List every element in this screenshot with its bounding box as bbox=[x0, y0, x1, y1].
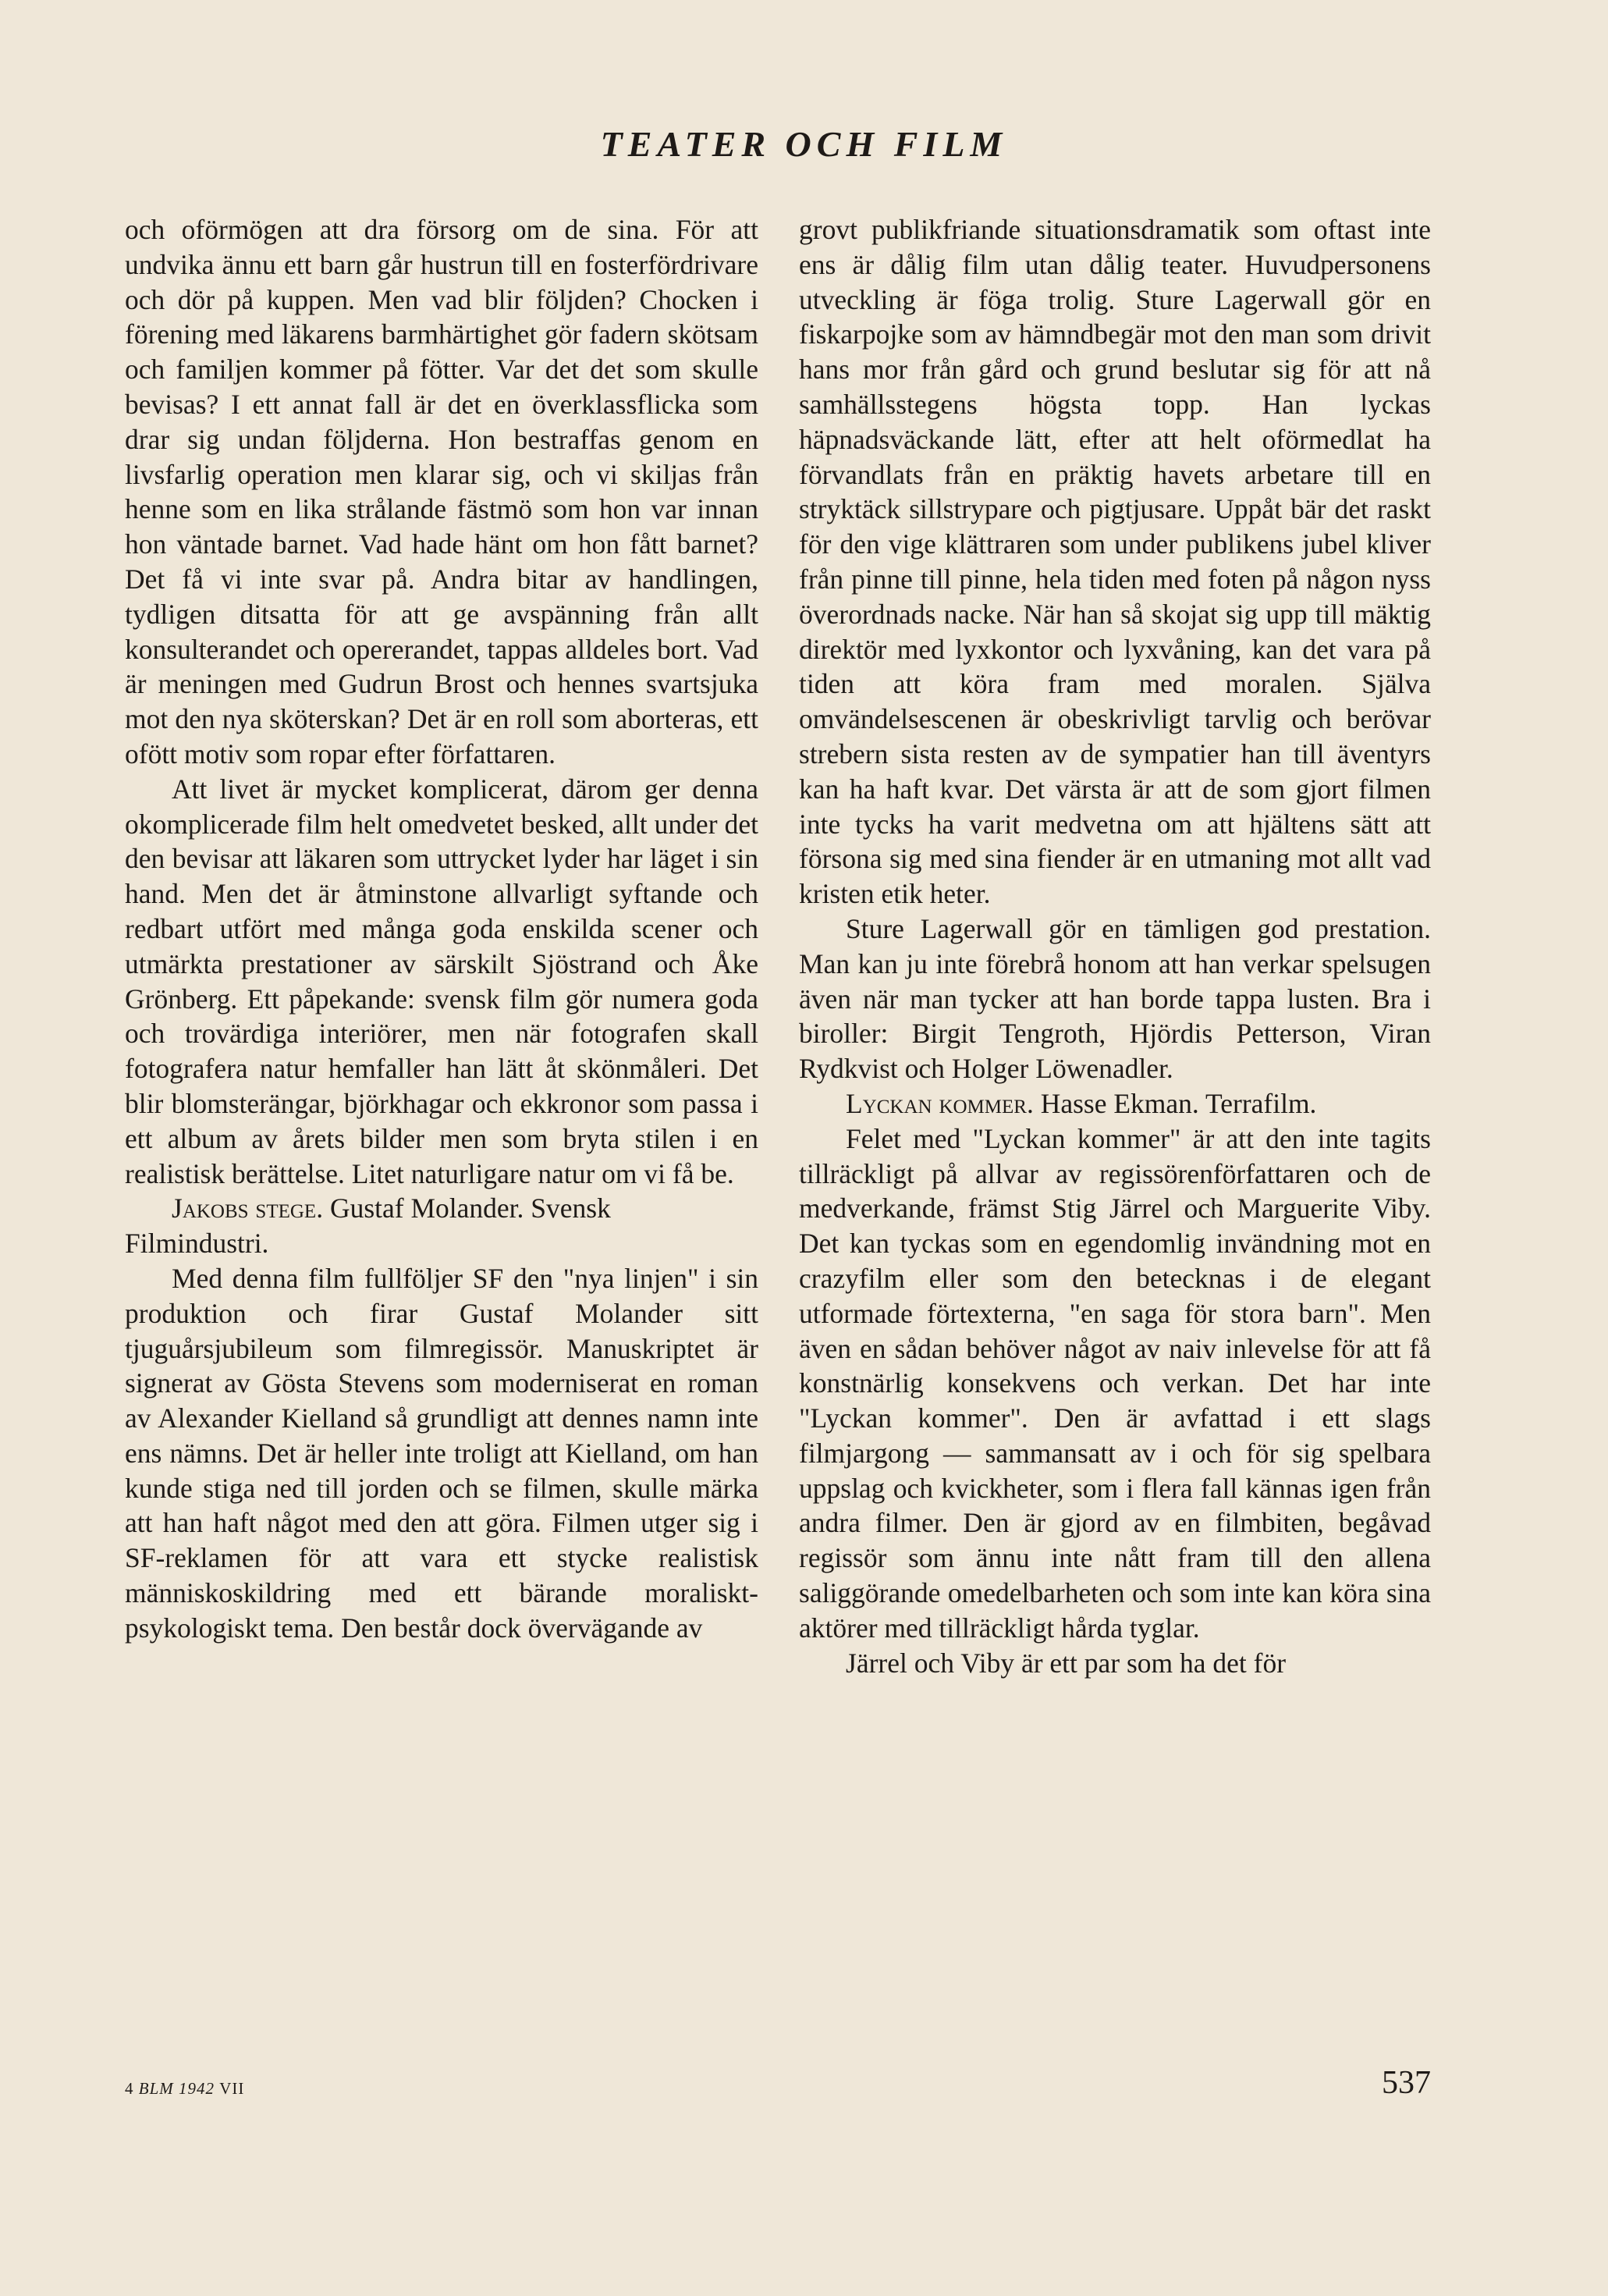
film-title: Lyckan kommer. bbox=[846, 1087, 1034, 1119]
paragraph: Sture Lagerwall gör en tämligen god prestation. Man kan ju inte förebrå honom att han verkar spelsugen även när man tycker att han borde tappa lusten. Bra i biroller: Birgit Tengroth, Hjördis Petterson, Viran Rydkvist och Holger Löwenadler. bbox=[799, 912, 1431, 1085]
page-number: 537 bbox=[1382, 2065, 1431, 2101]
film-credits: Gustaf Molander. Svensk Filmindustri. bbox=[125, 1192, 611, 1260]
left-column bbox=[125, 212, 758, 1646]
paragraph: Järrel och Viby är ett par som ha det för bbox=[846, 1647, 1287, 1679]
running-head: TEATER OCH FILM bbox=[600, 124, 1008, 164]
film-title: Jakobs stege. bbox=[172, 1192, 324, 1224]
paragraph: Felet med "Lyckan kommer" är att den inte tagits tillräckligt på allvar av regissörenförfattaren och de medverkande, främst Stig Järrel och Marguerite Viby. Det kan tyckas som en egendomlig invändning mot en crazyfilm eller som den betecknas i de elegant utformade förtexterna, "en saga för stora barn". Men även en sådan behöver något av naiv inlevelse för att få konstnärlig konsekvens och verkan. Det har inte "Lyckan kommer". Den är avfattad i ett slags filmjargong — sammansatt av i och för sig spelbara uppslag och kvickheter, som i flera fall kännas igen från andra filmer. Den är gjord av en filmbiten, begåvad regissör som ännu inte nått fram till den allena saliggörande omedelbarheten och som inte kan köra sina aktörer med tillräckligt hårda tyglar. bbox=[799, 1122, 1431, 1644]
printer-signature bbox=[125, 2079, 244, 2099]
paragraph: Att livet är mycket komplicerat, därom ger denna okomplicerade film helt omedvetet besked, allt under det den bevisar att läkaren som uttrycket lyder har läget i sin hand. Men det är åtminstone allvarligt syftande och redbart utfört med många goda enskilda scener och utmärkta prestationer av särskilt Sjöstrand och Åke Grönberg. Ett påpekande: svensk film gör numera goda och trovärdiga interiörer, men när fotografen skall fotografera natur hemfaller han lätt åt skönmåleri. Det blir blomsterängar, björkhagar och ekkronor som passa i ett album av årets bilder men som bryta stilen i en realistisk berättelse. Litet naturligare natur om vi få be. bbox=[125, 773, 758, 1189]
signature-journal: BLM 1942 bbox=[138, 2079, 215, 2098]
review-heading bbox=[799, 1086, 1431, 1121]
paragraph: Med denna film fullföljer SF den "nya linjen" i sin produktion och firar Gustaf Molander sitt tjuguårsjubileum som filmregissör. Manuskriptet är signerat av Gösta Stevens som moderniserat en roman av Alexander Kielland så grundligt att dennes namn inte ens nämns. Det är heller inte troligt att Kielland, om han kunde stiga ned till jorden och se filmen, skulle märka att han haft något med den att göra. Filmen utger sig i SF-reklamen för att vara ett stycke realistisk människoskildring med ett bärande moraliskt-psykologiskt tema. Den består dock övervägande av bbox=[125, 1262, 758, 1644]
review-heading bbox=[125, 1191, 758, 1261]
film-credits: Hasse Ekman. Terrafilm. bbox=[1040, 1087, 1317, 1119]
paragraph: och oförmögen att dra försorg om de sina. För att undvika ännu ett barn går hustrun till en fosterfördrivare och dör på kuppen. Men vad blir följden? Chocken i förening med läkarens barmhärtighet gör fadern skötsam och familjen kommer på fötter. Var det det som skulle bevisas? I ett annat fall är det en överklassflicka som drar sig undan följderna. Hon bestraffas genom en livsfarlig operation men klarar sig, och vi skiljas från henne som en lika strålande fästmö som hon var innan hon väntade barnet. Vad hade hänt om hon fått barnet? Det få vi inte svar på. Andra bitar av handlingen, tydligen ditsatta för att ge avspänning från allt konsulterandet och opererandet, tappas alldeles bort. Vad är meningen med Gudrun Brost och hennes svartsjuka mot den nya sköterskan? Det är en roll som aborteras, ett ofött motiv som ropar efter författaren. bbox=[125, 214, 758, 769]
signature-issue: VII bbox=[219, 2079, 245, 2098]
signature-number: 4 bbox=[125, 2079, 134, 2098]
right-column bbox=[799, 212, 1431, 1680]
paragraph: grovt publikfriande situationsdramatik som oftast inte ens är dålig film utan dålig teater. Huvudpersonens utveckling är föga trolig. Sture Lagerwall gör en fiskarpojke som av hämndbegär mot den man som drivit hans mor från gård och grund beslutar sig för att nå samhällsstegens högsta topp. Han lyckas häpnadsväckande lätt, efter att helt oförmedlat ha förvandlats från en präktig havets arbetare till en stryktäck sillstrypare och pigtjusare. Uppåt bär det raskt för den vige klättraren som under publikens jubel kliver från pinne till pinne, hela tiden med foten på någon nyss överordnads nacke. När han så skojat sig upp till mäktig direktör med lyxkontor och lyxvåning, kan det vara på tiden att köra fram med moralen. Själva omvändelsescenen är obeskrivligt tarvlig och berövar strebern sista resten av de sympatier han till äventyrs kan ha haft kvar. Det värsta är att de som gjort filmen inte tycks ha varit medvetna om att hjältens sätt att försona sig med sina fiender är en utmaning mot allt vad kristen etik heter. bbox=[799, 214, 1431, 910]
